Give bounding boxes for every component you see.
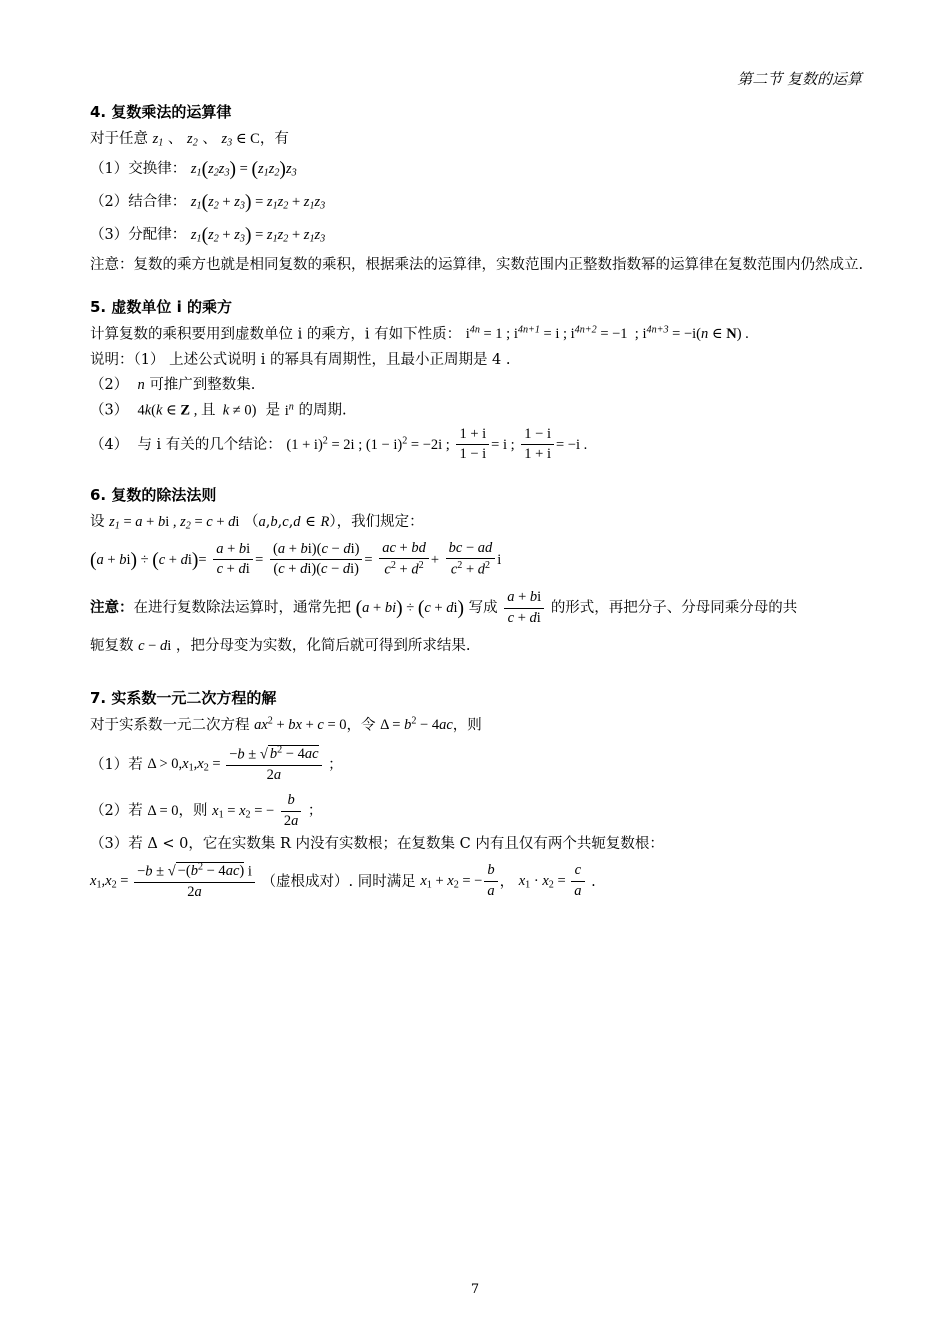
- s6-note-line2: 轭复数 c − di ，把分母变为实数，化简后就可得到所求结果.: [90, 637, 471, 654]
- s4-note: 注意：复数的乘方也就是相同复数的乘积，根据乘法的运算律，实数范围内正整数指数幂的运算律在复数范围内仍然成立.: [90, 256, 864, 273]
- section-7: [90, 686, 870, 902]
- s5-intro: 计算复数的乘积要用到虚数单位 i 的乘方，i 有如下性质： $i^{4n} = 1$ ; $i^{4n+1} = i$ ; $i^{4n+2} = -1$ ; $i^{4n+3} = -i(n$ ∈ N) .: [90, 324, 749, 343]
- section-5-title: 5. 虚数单位 i 的乘方: [90, 297, 232, 316]
- section-7-title: 7. 实系数一元二次方程的解: [90, 688, 277, 707]
- running-header: 第二节 复数的运算: [737, 70, 862, 88]
- page-number: 7: [470, 1282, 480, 1297]
- s5-p3: （3） 4k(k ∈ Z , 且 k ≠ 0) 是 $i^n$ 的周期.: [90, 401, 347, 419]
- section-5: [90, 295, 870, 465]
- s4-commutative: （1）交换律： $z_1(z_2z_3) = (z_1z_2)z_3$: [90, 158, 297, 180]
- s6-intro: 设 $z_1 = a$ + bi , $z_2 = c$ + di （a,b,c,d ∈ R），我们规定：: [90, 513, 424, 532]
- s5-p2: （2） n 可推广到整数集.: [90, 376, 256, 393]
- s7-case3: （3）若 Δ < 0，它在实数集 R 内没有实数根；在复数集 C 内有且仅有两个共轭复数根：: [90, 836, 664, 853]
- s4-associative: （2）结合律： $z_1(z_2 + z_3) = z_1z_2 + z_1z_3$: [90, 192, 326, 214]
- s7-case2: （2）若 Δ = 0，则 $x_1 = x_2$ = − $\frac{b}{2a}$ ；: [90, 792, 323, 829]
- content: [90, 100, 870, 920]
- s4-intro: 对于任意 $z_1$ 、 $z_2$ 、 $z_3$ ∈ C，有: [90, 131, 289, 149]
- section-6-title: 6. 复数的除法法则: [90, 485, 217, 504]
- s5-p4: （4） 与 i 有关的几个结论： $(1 + i)^2 = 2i$ ; $(1 - i)^2 = -2i$ ; $\frac{1 + i}{1 - i}$ = i ; $\frac{1 - i}{1 + i}$ = −i .: [90, 425, 588, 463]
- s4-distributive: （3）分配律： $z_1(z_2 + z_3) = z_1z_2 + z_1z_3$: [90, 225, 326, 247]
- s5-p1: 说明：（1） 上述公式说明 i 的幂具有周期性，且最小正周期是 4 .: [90, 351, 511, 368]
- s6-formula: (a + bi) ÷ (c + di)= $\frac{a + bi}{c + di}$ = $\frac{(a + bi)(c - di)}{(c + di)(c - di)}$ = $\frac{ac + bd}{c^2 + d^2}$ + $\frac{bc - ad}{c^2 + d^2}$ i: [90, 539, 502, 578]
- s6-note-line1: 注意：在进行复数除法运算时，通常先把 (a + bi) ÷ (c + di) 写成 $\frac{a + bi}{c + di}$ 的形式，再把分子、分母同乘分母的共: [90, 589, 798, 626]
- section-4: [90, 100, 870, 277]
- s7-case1: （1）若 $\Delta > 0,x_1,x_2$ = $\frac{-b \pm √ b^2 - 4ac}{2a}$ ；: [90, 744, 343, 783]
- s7-case3-formula: $x_1,x_2$ = $\frac{-b \pm √ -(b^2 - 4ac) i}{2a}$ （虚根成对）. 同时满足 $x_1 + x_2$ = − $\frac{b}{a}$ ， $x_1 \cdot x_2$ = $\frac{c}{a}$ .: [90, 861, 596, 900]
- s7-intro: 对于实系数一元二次方程 $ax^2$ + bx + c = 0，令 $\Delta = b^2 - 4ac$，则: [90, 715, 482, 734]
- section-6: [90, 483, 870, 658]
- section-4-title: 4. 复数乘法的运算律: [90, 103, 232, 121]
